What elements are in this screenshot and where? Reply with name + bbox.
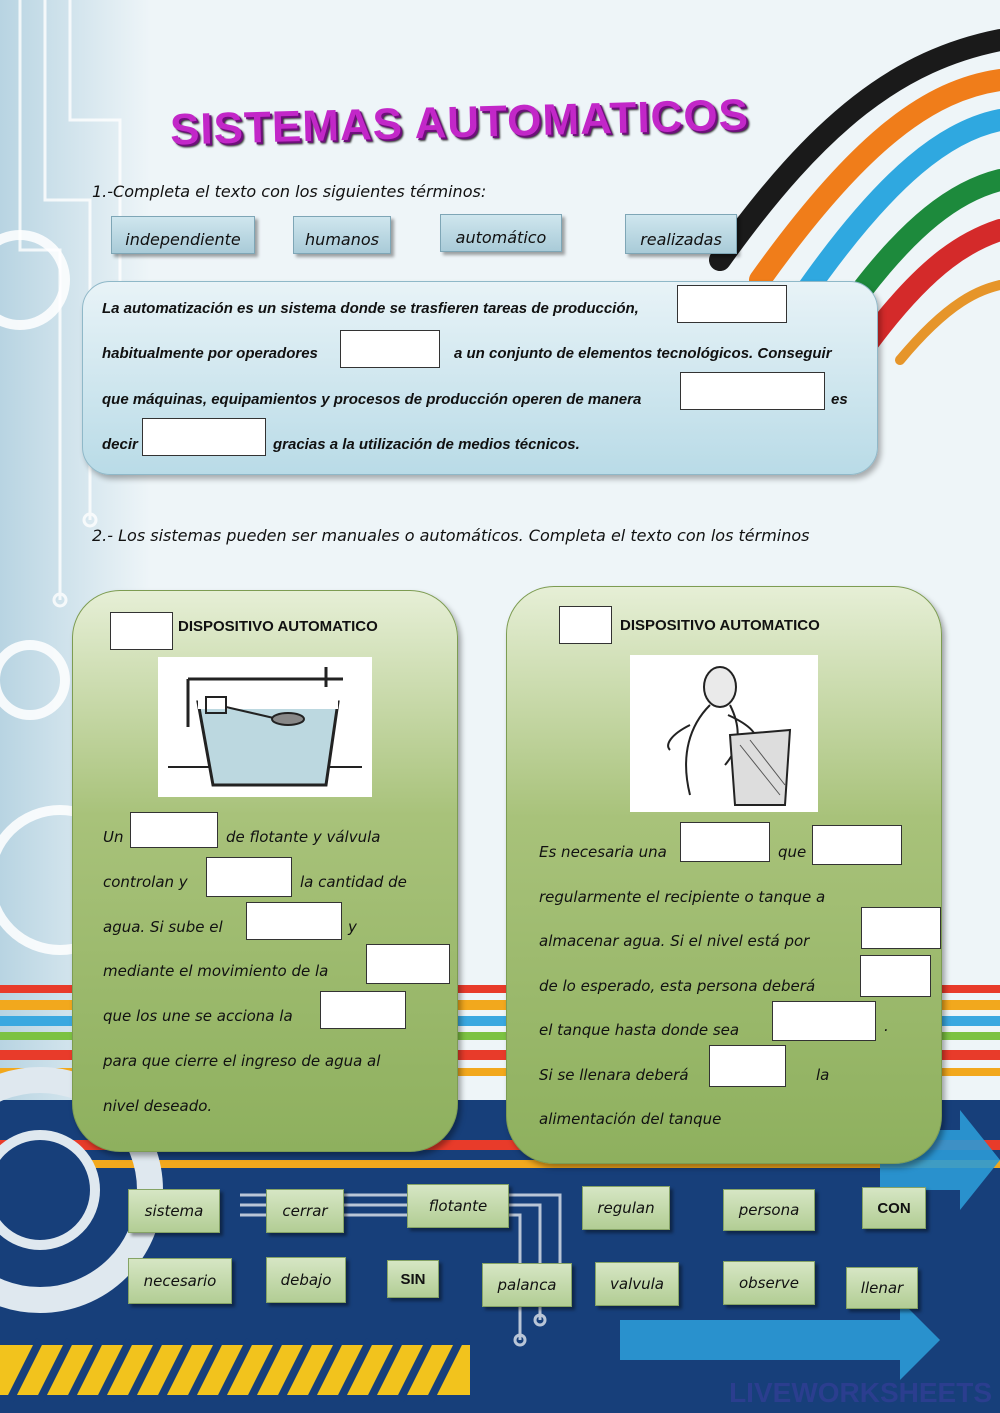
right-line-2: que	[778, 843, 807, 861]
person-bucket-illustration	[630, 655, 818, 812]
liveworksheets-logo: LIVEWORKSHEETS	[729, 1377, 992, 1408]
left-line-5: agua. Si sube el	[103, 918, 223, 936]
word-chip-con[interactable]: CON	[862, 1187, 926, 1229]
left-blank-3[interactable]	[246, 902, 342, 940]
word-chip-sistema[interactable]: sistema	[128, 1189, 220, 1233]
word-chip-cerrar[interactable]: cerrar	[266, 1189, 344, 1233]
left-line-9: para que cierre el ingreso de agua al	[103, 1052, 381, 1070]
right-line-7: .	[884, 1017, 889, 1035]
left-blank-5[interactable]	[320, 991, 406, 1029]
right-line-4: almacenar agua. Si el nivel está por	[539, 932, 810, 950]
ex1-line-3: a un conjunto de elementos tecnológicos. Conseguir	[454, 345, 832, 362]
left-line-10: nivel deseado.	[103, 1097, 213, 1115]
left-blank-2[interactable]	[206, 857, 292, 897]
word-chip-valvula[interactable]: valvula	[595, 1262, 679, 1306]
left-blank-1[interactable]	[130, 812, 218, 848]
left-line-1: Un	[103, 828, 124, 846]
right-blank-2[interactable]	[812, 825, 902, 865]
right-blank-1[interactable]	[680, 822, 770, 862]
word-chip-observe[interactable]: observe	[723, 1261, 815, 1305]
left-line-8: que los une se acciona la	[103, 1007, 293, 1025]
word-chip-persona[interactable]: persona	[723, 1189, 815, 1231]
tank-float-icon	[158, 657, 372, 797]
left-blank-4[interactable]	[366, 944, 450, 984]
word-chip-llenar[interactable]: llenar	[846, 1267, 918, 1309]
right-line-3: regularmente el recipiente o tanque a	[539, 888, 826, 906]
right-blank-3[interactable]	[861, 907, 941, 949]
right-blank-4[interactable]	[860, 955, 931, 997]
ex1-blank-1[interactable]	[677, 285, 787, 323]
right-card-type-blank[interactable]	[559, 606, 612, 644]
left-card-type-blank[interactable]	[110, 612, 173, 650]
left-line-6: y	[348, 918, 357, 936]
right-line-9: la	[816, 1066, 830, 1084]
exercise1-instruction: 1.-Completa el texto con los siguientes términos:	[92, 182, 487, 201]
word-chip-regulan[interactable]: regulan	[582, 1186, 670, 1230]
right-blank-6[interactable]	[709, 1045, 786, 1087]
person-bucket-icon	[630, 655, 818, 812]
right-line-6: el tanque hasta donde sea	[539, 1021, 740, 1039]
right-line-10: alimentación del tanque	[539, 1110, 722, 1128]
ex1-line-2: habitualmente por operadores	[102, 345, 318, 362]
left-line-4: la cantidad de	[300, 873, 407, 891]
term-automatico[interactable]: automático	[440, 214, 562, 252]
right-line-5: de lo esperado, esta persona deberá	[539, 977, 816, 995]
tank-float-illustration	[158, 657, 372, 797]
right-line-8: Si se llenara deberá	[539, 1066, 689, 1084]
left-line-7: mediante el movimiento de la	[103, 962, 329, 980]
word-chip-debajo[interactable]: debajo	[266, 1257, 346, 1303]
ex1-line-1: La automatización es un sistema donde se trasfieren tareas de producción,	[102, 300, 639, 317]
word-chip-sin[interactable]: SIN	[387, 1260, 439, 1298]
term-independiente[interactable]: independiente	[111, 216, 255, 254]
right-blank-5[interactable]	[772, 1001, 876, 1041]
right-line-1: Es necesaria una	[539, 843, 667, 861]
ex1-blank-2[interactable]	[340, 330, 440, 368]
ex1-blank-4[interactable]	[142, 418, 266, 456]
term-realizadas[interactable]: realizadas	[625, 214, 737, 254]
left-line-3: controlan y	[103, 873, 188, 891]
ex1-line-5: es	[831, 391, 848, 408]
ex1-line-6: decir	[102, 436, 138, 453]
left-card-heading: DISPOSITIVO AUTOMATICO	[178, 618, 378, 635]
word-chip-flotante[interactable]: flotante	[407, 1184, 509, 1228]
ex1-blank-3[interactable]	[680, 372, 825, 410]
term-humanos[interactable]: humanos	[293, 216, 391, 254]
ex1-line-7: gracias a la utilización de medios técnicos.	[273, 436, 580, 453]
word-chip-necesario[interactable]: necesario	[128, 1258, 232, 1304]
page-title: SISTEMAS AUTOMATICOS	[169, 90, 750, 155]
exercise2-instruction: 2.- Los sistemas pueden ser manuales o automáticos. Completa el texto con los términos	[92, 526, 810, 545]
ex1-line-4: que máquinas, equipamientos y procesos de producción operen de manera	[102, 391, 642, 408]
word-chip-palanca[interactable]: palanca	[482, 1263, 572, 1307]
right-card-heading: DISPOSITIVO AUTOMATICO	[620, 617, 820, 634]
left-line-2: de flotante y válvula	[226, 828, 381, 846]
